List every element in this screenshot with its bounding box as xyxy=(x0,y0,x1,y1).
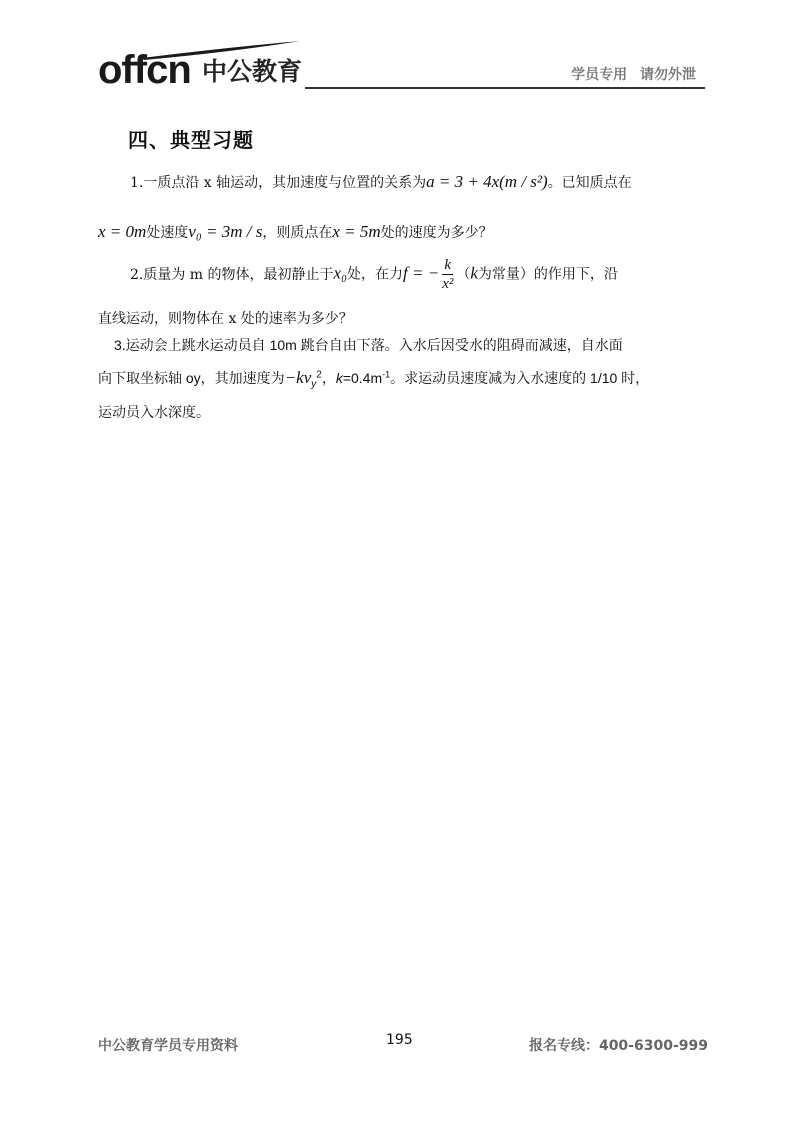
problem-3-line-1: 3.运动会上跳水运动员自 10m 跳台自由下落。入水后因受水的阻碍而减速，自水面 xyxy=(114,337,623,353)
problem-2-x0: x₀ xyxy=(333,263,348,283)
problem-3-text-e: 。求运动员速度减为入水速度的 1/10 时， xyxy=(390,370,650,386)
problem-1-formula-x0: x = 0m xyxy=(98,222,147,241)
problem-3-k: k xyxy=(335,370,343,386)
problem-1-line-1 xyxy=(98,172,632,192)
problem-2-text-b: 处，在力 xyxy=(347,266,404,283)
problem-2-text-a: 2.质量为 m 的物体，最初静止于 xyxy=(130,266,334,283)
fraction-numerator: k xyxy=(442,256,453,275)
problem-1-text-d: ，则质点在 xyxy=(262,225,333,241)
problem-3-unit-exponent: -1 xyxy=(382,369,391,380)
problem-3-text-a: 向下取坐标轴 oy，其加速度为 xyxy=(98,370,285,386)
problem-3-text-b: ， xyxy=(321,370,336,386)
footer-left: 中公教育学员专用资料 xyxy=(98,1038,238,1054)
footer-hotline: 报名专线：400-6300-999 xyxy=(528,1038,708,1054)
problem-3-text-c: =0.4m xyxy=(342,370,383,386)
problem-3-line-2 xyxy=(98,368,649,390)
fraction-denominator: x² xyxy=(442,276,454,292)
logo-text: offcn xyxy=(98,48,191,92)
problem-1-text-c: 处速度 xyxy=(146,225,189,241)
problem-1-line-2 xyxy=(98,222,493,242)
logo-cn-text: 中公教育 xyxy=(202,57,303,86)
problem-1-text-b: 。已知质点在 xyxy=(547,175,632,191)
problem-1-formula-accel: a = 3 + 4x(m / s²) xyxy=(426,172,548,191)
problem-2-text-d: 为常量）的作用下，沿 xyxy=(477,266,618,283)
problem-1-text-e: 处的速度为多少？ xyxy=(380,225,493,241)
problem-1-formula-x5: x = 5m xyxy=(332,222,381,241)
problem-2-text-c: （ xyxy=(456,266,471,283)
header-note: 学员专用 请勿外泄 xyxy=(571,67,696,83)
problem-3-line-3: 运动员入水深度。 xyxy=(98,404,210,420)
problem-3-subscript: y xyxy=(311,378,317,390)
problem-1-text-a: 1.一质点沿 x 轴运动，其加速度与位置的关系为 xyxy=(130,175,427,191)
problem-2-k: k xyxy=(470,263,478,283)
problem-2-fraction xyxy=(442,256,453,293)
page-number: 195 xyxy=(386,1032,413,1048)
section-title: 四、典型习题 xyxy=(128,128,254,152)
header-rule xyxy=(305,87,705,89)
problem-2-line-1 xyxy=(98,256,618,293)
problem-1-formula-v0: v₀ = 3m / s xyxy=(188,222,263,241)
problem-2-force: f = − xyxy=(403,263,440,283)
problem-2-line-2: 直线运动，则物体在 x 处的速率为多少？ xyxy=(98,311,353,327)
problem-3-superscript: 2 xyxy=(316,369,322,381)
problem-3-formula: −kv xyxy=(284,368,312,387)
